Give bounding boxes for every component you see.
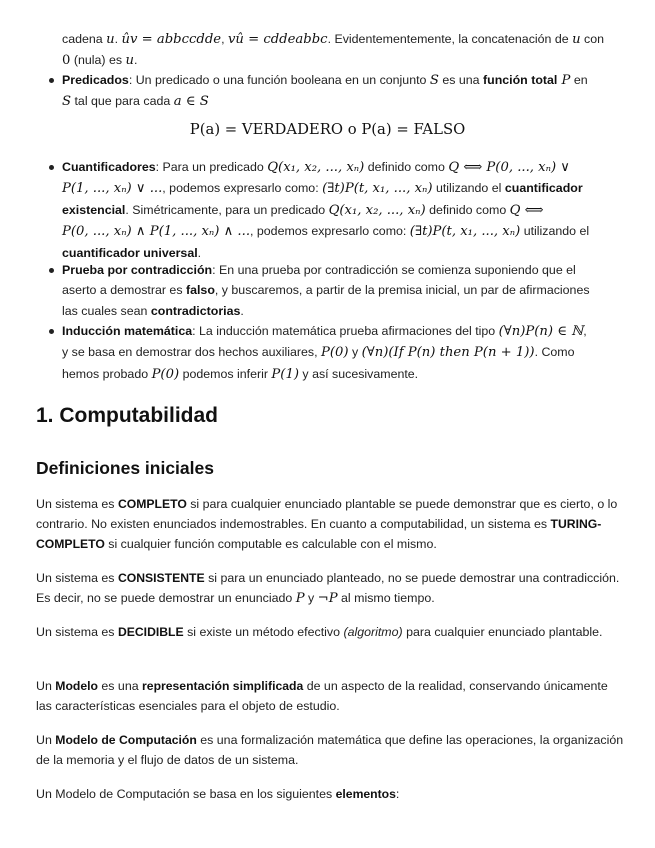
bold-text: función total: [483, 73, 558, 87]
math: Q(x₁, x₂, ..., xₙ): [267, 160, 365, 175]
text: si para un enunciado planteado, no se puede demostrar una contradicción. Es decir, no se puede demostrar un enunciado: [36, 571, 620, 606]
text: , podemos expresarlo como:: [250, 224, 410, 239]
term-cuantificadores: Cuantificadores: [62, 160, 156, 174]
paragraph-elementos: [36, 784, 626, 804]
text: :: [395, 787, 400, 801]
section-title: 1. Computabilidad: [36, 404, 219, 427]
bold-text: contradictorias: [150, 303, 241, 318]
text: tal que para cada: [71, 94, 174, 109]
text: es una: [97, 679, 143, 693]
text: .: [197, 245, 202, 260]
paragraph-completo: [36, 494, 626, 555]
predicate-equation: P(a) = VERDADERO o P(a) = FALSO: [189, 121, 466, 138]
list-item-predicados: [62, 70, 622, 113]
text: las cuales sean: [62, 303, 151, 318]
math: ¬P: [317, 591, 338, 607]
bold-text: falso: [185, 283, 215, 298]
subsection-title: Definiciones iniciales: [36, 458, 214, 478]
bold-text: TURING-COMPLETO: [36, 517, 602, 552]
text: utilizando el: [520, 224, 590, 239]
term-prueba: Prueba por contradicción: [62, 263, 213, 277]
text: .: [240, 303, 244, 318]
math: (∀n)P(n) ∈ ℕ: [498, 324, 584, 339]
math: vû = cddeabbc: [227, 32, 328, 47]
bold-text: cuantificador universal: [62, 245, 198, 260]
text: y: [304, 591, 318, 606]
text: , y buscaremos, a partir de la premisa inicial, un par de afirmaciones: [214, 283, 590, 298]
math: S: [429, 73, 439, 88]
text: , podemos expresarlo como:: [162, 181, 323, 196]
bold-text: cuantificador: [504, 181, 583, 196]
text: y así sucesivamente.: [298, 366, 419, 381]
text: hemos probado: [62, 366, 152, 381]
math: u: [106, 32, 115, 47]
text: : En una prueba por contradicción se comienza suponiendo que el: [212, 263, 576, 277]
text: es una formalización matemática que define las operaciones, la organización de la memoria y el flujo de datos de un sistema.: [36, 733, 624, 768]
text: Un Modelo de Computación se basa en los siguientes: [36, 787, 336, 801]
italic-text: (algoritmo): [343, 625, 403, 639]
text: en: [570, 73, 588, 87]
text: al mismo tiempo.: [337, 591, 435, 606]
list-item-induccion: [62, 321, 622, 385]
bold-text: existencial: [62, 202, 126, 217]
text: .: [114, 32, 122, 46]
text: Un: [36, 733, 56, 747]
term-induccion: Inducción matemática: [62, 324, 193, 338]
math: S: [62, 94, 72, 110]
text: es una: [438, 73, 484, 87]
text: Un sistema es: [36, 571, 118, 585]
math: ûv = abbccdde: [121, 32, 222, 47]
math: P(0, ..., xₙ) ∧ P(1, ..., xₙ) ∧ ...: [62, 224, 251, 240]
text: y: [348, 345, 362, 360]
text-line: [62, 50, 627, 71]
text: : La inducción matemática prueba afirmaciones del tipo: [192, 324, 499, 338]
math: Q ⟺: [509, 202, 544, 218]
bold-text: Modelo: [55, 679, 98, 693]
text: definido como: [425, 202, 510, 217]
text: : Un predicado o una función booleana en un conjunto: [128, 73, 430, 87]
math: P(1): [271, 366, 299, 382]
text: . Como: [534, 345, 575, 360]
text: si existe un método efectivo: [183, 625, 344, 639]
bold-text: CONSISTENTE: [117, 571, 205, 585]
text: (nula) es: [70, 53, 126, 67]
list-item-cuantificadores: [62, 157, 622, 263]
text: : Para un predicado: [155, 160, 268, 174]
bold-text: elementos: [335, 787, 396, 801]
text: con: [580, 32, 605, 46]
text: y se basa en demostrar dos hechos auxiliares,: [62, 345, 321, 360]
text: para cualquier enunciado plantable.: [402, 625, 603, 639]
math: (∃t)P(t, x₁, ..., xₙ): [409, 224, 521, 240]
text: ,: [221, 32, 228, 46]
text: utilizando el: [432, 181, 505, 196]
bold-text: representación simplificada: [142, 679, 304, 693]
math: (∀n)(If P(n) then P(n + 1)): [361, 345, 535, 361]
text-line: [62, 29, 627, 50]
text: si para cualquier enunciado plantable se puede demonstrar que es cierto, o lo contrario. No existen enunciados indemostrables. En cuanto a computabilidad, un sistema es: [36, 497, 618, 532]
paragraph-decidible: [36, 622, 626, 642]
text: definido como: [364, 160, 449, 174]
term-predicados: Predicados: [62, 73, 129, 87]
math: 0: [62, 53, 71, 68]
text: Un: [36, 679, 56, 693]
text: de un aspecto de la realidad, conservando únicamente las características esenciales para el objeto de estudio.: [36, 679, 608, 714]
paragraph-modelo-computacion: [36, 730, 626, 770]
text: .: [133, 53, 138, 67]
math: (∃t)P(t, x₁, ..., xₙ): [322, 181, 433, 197]
text: cadena: [62, 32, 107, 46]
text: aserto a demostrar es: [62, 283, 186, 298]
bold-text: DECIDIBLE: [117, 625, 184, 639]
math: u: [572, 32, 581, 47]
text: ,: [583, 324, 587, 338]
math: P: [295, 591, 305, 607]
math: P: [557, 73, 571, 88]
text: Un sistema es: [36, 625, 118, 639]
bold-text: COMPLETO: [117, 497, 187, 511]
text: . Evidentementemente, la concatenación de: [327, 32, 573, 46]
math: Q ⟺ P(0, ..., xₙ) ∨: [448, 160, 570, 175]
math: P(1, ..., xₙ) ∨ ...: [62, 181, 163, 197]
math: P(0): [151, 366, 180, 382]
math: u: [125, 53, 134, 68]
paragraph-modelo: [36, 676, 626, 716]
list-item-prueba: [62, 260, 622, 321]
math: a ∈ S: [173, 94, 209, 110]
text: podemos inferir: [179, 366, 272, 381]
text: . Simétricamente, para un predicado: [125, 202, 329, 217]
paragraph-consistente: [36, 568, 626, 609]
bold-text: Modelo de Computación: [55, 733, 197, 747]
math: Q(x₁, x₂, ..., xₙ): [328, 202, 426, 218]
math: P(0): [320, 345, 349, 361]
text: si cualquier función computable es calculable con el mismo.: [104, 537, 437, 552]
text: Un sistema es: [36, 497, 118, 511]
